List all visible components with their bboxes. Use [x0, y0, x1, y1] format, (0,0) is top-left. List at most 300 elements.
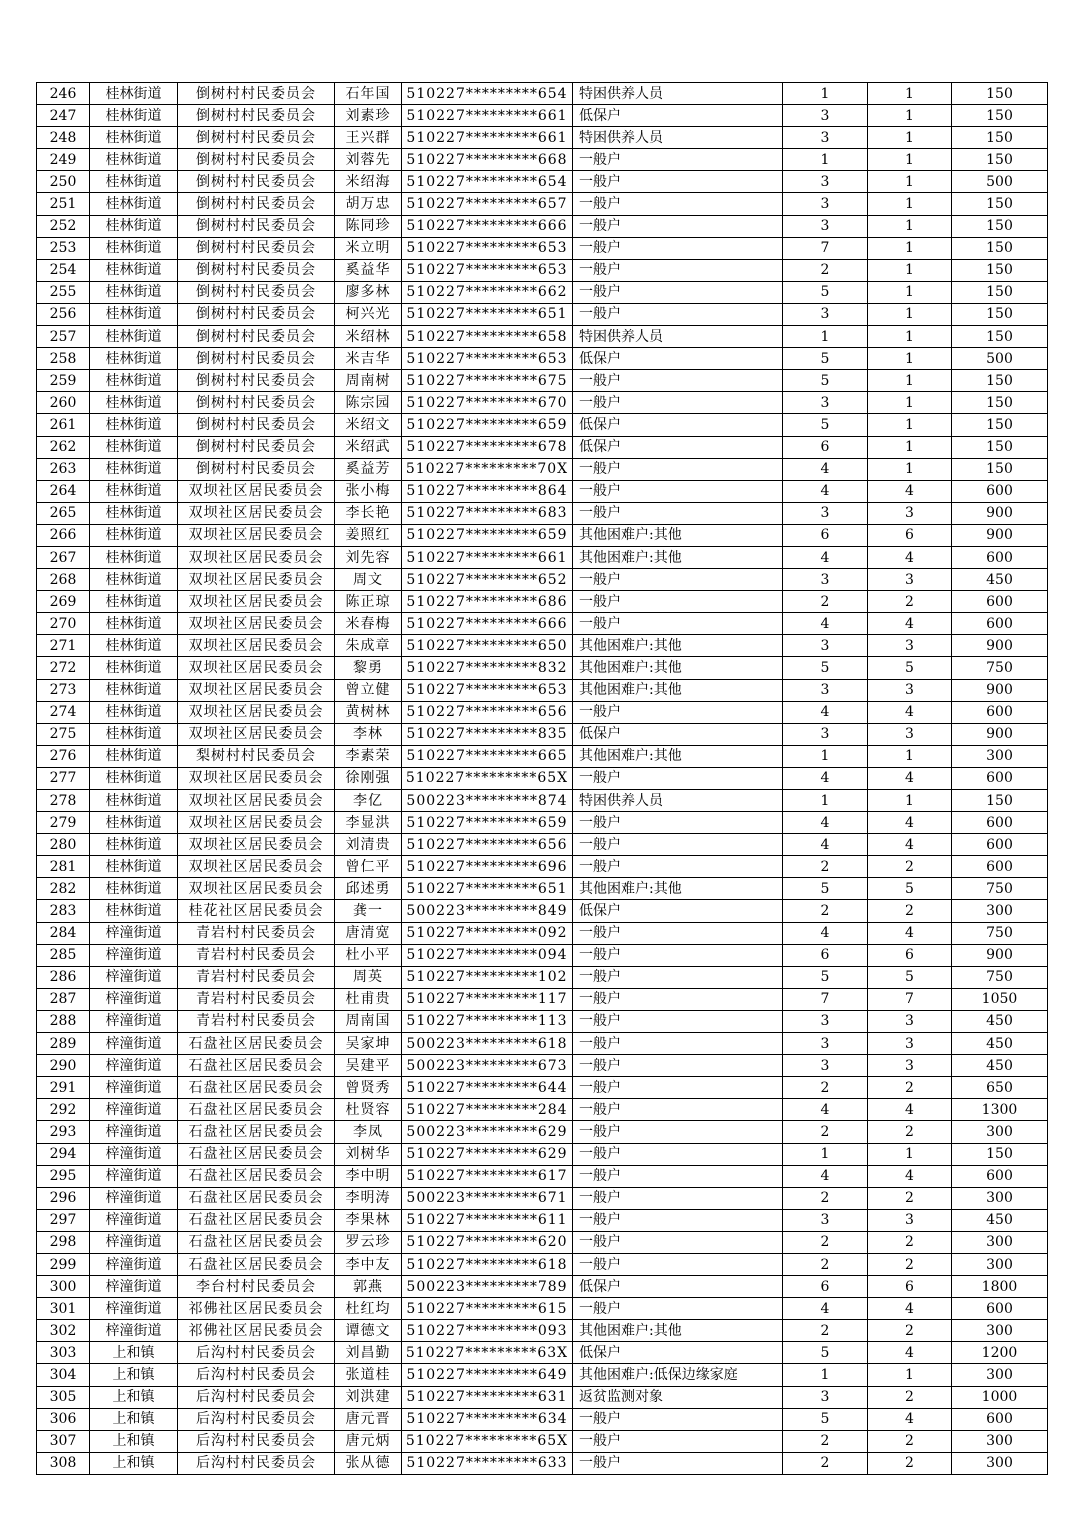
street-cell: 上和镇: [90, 1342, 178, 1364]
committee-cell: 双坝社区居民委员会: [178, 502, 335, 524]
amount-cell: 150: [952, 105, 1048, 127]
id-number-cell: 510227*********657: [402, 193, 573, 215]
name-cell: 周南国: [335, 1010, 402, 1032]
id-number-cell: 510227*********670: [402, 392, 573, 414]
covered-persons-cell: 1: [868, 303, 952, 325]
name-cell: 曾立健: [335, 679, 402, 701]
amount-cell: 1050: [952, 988, 1048, 1010]
household-type-cell: 其他困难户:其他: [573, 635, 783, 657]
id-number-cell: 510227*********65X: [402, 767, 573, 789]
family-size-cell: 5: [783, 657, 868, 679]
table-row: [37, 392, 1048, 414]
row-number-cell: 305: [37, 1386, 90, 1408]
committee-cell: 倒树村村民委员会: [178, 414, 335, 436]
row-number-cell: 246: [37, 83, 90, 105]
table-row: [37, 657, 1048, 679]
amount-cell: 300: [952, 1231, 1048, 1253]
committee-cell: 倒树村村民委员会: [178, 127, 335, 149]
committee-cell: 青岩村村民委员会: [178, 1010, 335, 1032]
family-size-cell: 2: [783, 1253, 868, 1275]
committee-cell: 石盘社区居民委员会: [178, 1099, 335, 1121]
row-number-cell: 293: [37, 1121, 90, 1143]
row-number-cell: 265: [37, 502, 90, 524]
name-cell: 吴建平: [335, 1055, 402, 1077]
household-type-cell: 一般户: [573, 812, 783, 834]
street-cell: 梓潼街道: [90, 966, 178, 988]
covered-persons-cell: 1: [868, 149, 952, 171]
row-number-cell: 286: [37, 966, 90, 988]
covered-persons-cell: 1: [868, 326, 952, 348]
name-cell: 张道桂: [335, 1364, 402, 1386]
family-size-cell: 1: [783, 790, 868, 812]
covered-persons-cell: 1: [868, 127, 952, 149]
id-number-cell: 510227*********666: [402, 613, 573, 635]
committee-cell: 石盘社区居民委员会: [178, 1143, 335, 1165]
amount-cell: 600: [952, 480, 1048, 502]
household-type-cell: 一般户: [573, 149, 783, 171]
table-row: [37, 701, 1048, 723]
street-cell: 梓潼街道: [90, 944, 178, 966]
committee-cell: 倒树村村民委员会: [178, 171, 335, 193]
covered-persons-cell: 1: [868, 215, 952, 237]
name-cell: 周南树: [335, 370, 402, 392]
table-row: [37, 767, 1048, 789]
table-row: [37, 856, 1048, 878]
covered-persons-cell: 1: [868, 259, 952, 281]
table-row: [37, 988, 1048, 1010]
family-size-cell: 3: [783, 392, 868, 414]
row-number-cell: 273: [37, 679, 90, 701]
id-number-cell: 510227*********659: [402, 414, 573, 436]
name-cell: 陈宗园: [335, 392, 402, 414]
name-cell: 朱成章: [335, 635, 402, 657]
covered-persons-cell: 4: [868, 480, 952, 502]
row-number-cell: 300: [37, 1276, 90, 1298]
committee-cell: 双坝社区居民委员会: [178, 524, 335, 546]
family-size-cell: 1: [783, 83, 868, 105]
id-number-cell: 510227*********617: [402, 1165, 573, 1187]
family-size-cell: 2: [783, 591, 868, 613]
street-cell: 桂林街道: [90, 591, 178, 613]
family-size-cell: 7: [783, 988, 868, 1010]
covered-persons-cell: 2: [868, 1121, 952, 1143]
id-number-cell: 510227*********615: [402, 1298, 573, 1320]
row-number-cell: 290: [37, 1055, 90, 1077]
name-cell: 柯兴光: [335, 303, 402, 325]
id-number-cell: 510227*********092: [402, 922, 573, 944]
name-cell: 刘先容: [335, 546, 402, 568]
amount-cell: 150: [952, 790, 1048, 812]
covered-persons-cell: 1: [868, 83, 952, 105]
household-type-cell: 一般户: [573, 502, 783, 524]
name-cell: 黎勇: [335, 657, 402, 679]
amount-cell: 600: [952, 834, 1048, 856]
street-cell: 梓潼街道: [90, 1099, 178, 1121]
id-number-cell: 510227*********659: [402, 812, 573, 834]
table-row: [37, 259, 1048, 281]
name-cell: 郭燕: [335, 1276, 402, 1298]
amount-cell: 150: [952, 149, 1048, 171]
name-cell: 胡万忠: [335, 193, 402, 215]
table-row: [37, 1276, 1048, 1298]
row-number-cell: 268: [37, 569, 90, 591]
name-cell: 周文: [335, 569, 402, 591]
family-size-cell: 3: [783, 679, 868, 701]
row-number-cell: 291: [37, 1077, 90, 1099]
id-number-cell: 510227*********864: [402, 480, 573, 502]
covered-persons-cell: 4: [868, 1099, 952, 1121]
covered-persons-cell: 2: [868, 1386, 952, 1408]
id-number-cell: 510227*********668: [402, 149, 573, 171]
amount-cell: 500: [952, 348, 1048, 370]
household-type-cell: 一般户: [573, 1121, 783, 1143]
amount-cell: 150: [952, 326, 1048, 348]
household-type-cell: 一般户: [573, 370, 783, 392]
street-cell: 梓潼街道: [90, 1055, 178, 1077]
row-number-cell: 279: [37, 812, 90, 834]
id-number-cell: 510227*********656: [402, 701, 573, 723]
committee-cell: 石盘社区居民委员会: [178, 1253, 335, 1275]
covered-persons-cell: 2: [868, 591, 952, 613]
id-number-cell: 510227*********618: [402, 1253, 573, 1275]
amount-cell: 750: [952, 657, 1048, 679]
covered-persons-cell: 2: [868, 1077, 952, 1099]
street-cell: 上和镇: [90, 1452, 178, 1474]
name-cell: 姜照红: [335, 524, 402, 546]
committee-cell: 双坝社区居民委员会: [178, 790, 335, 812]
committee-cell: 双坝社区居民委员会: [178, 812, 335, 834]
name-cell: 周英: [335, 966, 402, 988]
row-number-cell: 262: [37, 436, 90, 458]
amount-cell: 600: [952, 591, 1048, 613]
row-number-cell: 282: [37, 878, 90, 900]
amount-cell: 600: [952, 701, 1048, 723]
street-cell: 梓潼街道: [90, 1231, 178, 1253]
name-cell: 邱述勇: [335, 878, 402, 900]
table-row: [37, 1298, 1048, 1320]
covered-persons-cell: 4: [868, 812, 952, 834]
street-cell: 桂林街道: [90, 414, 178, 436]
street-cell: 桂林街道: [90, 480, 178, 502]
household-type-cell: 一般户: [573, 1452, 783, 1474]
family-size-cell: 2: [783, 1231, 868, 1253]
family-size-cell: 2: [783, 1121, 868, 1143]
row-number-cell: 258: [37, 348, 90, 370]
committee-cell: 石盘社区居民委员会: [178, 1121, 335, 1143]
row-number-cell: 298: [37, 1231, 90, 1253]
committee-cell: 双坝社区居民委员会: [178, 635, 335, 657]
family-size-cell: 4: [783, 1165, 868, 1187]
covered-persons-cell: 1: [868, 348, 952, 370]
id-number-cell: 510227*********63X: [402, 1342, 573, 1364]
covered-persons-cell: 2: [868, 1231, 952, 1253]
amount-cell: 300: [952, 1121, 1048, 1143]
family-size-cell: 5: [783, 966, 868, 988]
covered-persons-cell: 1: [868, 1364, 952, 1386]
name-cell: 米绍武: [335, 436, 402, 458]
household-type-cell: 一般户: [573, 856, 783, 878]
table-row: [37, 1055, 1048, 1077]
street-cell: 桂林街道: [90, 701, 178, 723]
committee-cell: 倒树村村民委员会: [178, 105, 335, 127]
committee-cell: 双坝社区居民委员会: [178, 569, 335, 591]
family-size-cell: 4: [783, 812, 868, 834]
name-cell: 米绍林: [335, 326, 402, 348]
household-type-cell: 一般户: [573, 392, 783, 414]
committee-cell: 双坝社区居民委员会: [178, 679, 335, 701]
name-cell: 刘蓉先: [335, 149, 402, 171]
name-cell: 李素荣: [335, 745, 402, 767]
family-size-cell: 5: [783, 878, 868, 900]
family-size-cell: 3: [783, 171, 868, 193]
household-type-cell: 其他困难户:其他: [573, 878, 783, 900]
name-cell: 刘昌勤: [335, 1342, 402, 1364]
street-cell: 桂林街道: [90, 458, 178, 480]
row-number-cell: 263: [37, 458, 90, 480]
table-row: [37, 480, 1048, 502]
household-type-cell: 一般户: [573, 1408, 783, 1430]
amount-cell: 600: [952, 1165, 1048, 1187]
street-cell: 桂林街道: [90, 370, 178, 392]
committee-cell: 双坝社区居民委员会: [178, 591, 335, 613]
committee-cell: 祁佛社区居民委员会: [178, 1320, 335, 1342]
family-size-cell: 1: [783, 149, 868, 171]
amount-cell: 600: [952, 1408, 1048, 1430]
table-row: [37, 944, 1048, 966]
family-size-cell: 3: [783, 303, 868, 325]
table-row: [37, 149, 1048, 171]
family-size-cell: 2: [783, 259, 868, 281]
name-cell: 陈正琼: [335, 591, 402, 613]
household-type-cell: 低保户: [573, 1342, 783, 1364]
household-type-cell: 一般户: [573, 1077, 783, 1099]
committee-cell: 倒树村村民委员会: [178, 259, 335, 281]
amount-cell: 450: [952, 569, 1048, 591]
household-type-cell: 一般户: [573, 1055, 783, 1077]
id-number-cell: 510227*********696: [402, 856, 573, 878]
amount-cell: 750: [952, 966, 1048, 988]
covered-persons-cell: 5: [868, 657, 952, 679]
id-number-cell: 510227*********675: [402, 370, 573, 392]
family-size-cell: 1: [783, 326, 868, 348]
amount-cell: 900: [952, 723, 1048, 745]
household-type-cell: 一般户: [573, 458, 783, 480]
table-row: [37, 900, 1048, 922]
street-cell: 梓潼街道: [90, 1077, 178, 1099]
covered-persons-cell: 3: [868, 723, 952, 745]
id-number-cell: 500223*********673: [402, 1055, 573, 1077]
committee-cell: 双坝社区居民委员会: [178, 613, 335, 635]
name-cell: 刘素珍: [335, 105, 402, 127]
table-row: [37, 1099, 1048, 1121]
family-size-cell: 3: [783, 127, 868, 149]
row-number-cell: 275: [37, 723, 90, 745]
family-size-cell: 4: [783, 546, 868, 568]
row-number-cell: 271: [37, 635, 90, 657]
family-size-cell: 7: [783, 237, 868, 259]
amount-cell: 150: [952, 392, 1048, 414]
household-type-cell: 低保户: [573, 723, 783, 745]
id-number-cell: 510227*********102: [402, 966, 573, 988]
table-row: [37, 1231, 1048, 1253]
table-row: [37, 414, 1048, 436]
row-number-cell: 304: [37, 1364, 90, 1386]
name-cell: 陈同珍: [335, 215, 402, 237]
family-size-cell: 4: [783, 767, 868, 789]
table-row: [37, 1209, 1048, 1231]
street-cell: 桂林街道: [90, 657, 178, 679]
id-number-cell: 510227*********653: [402, 348, 573, 370]
street-cell: 桂林街道: [90, 149, 178, 171]
household-type-cell: 一般户: [573, 767, 783, 789]
name-cell: 米春梅: [335, 613, 402, 635]
id-number-cell: 510227*********65X: [402, 1430, 573, 1452]
covered-persons-cell: 1: [868, 237, 952, 259]
household-type-cell: 其他困难户:其他: [573, 745, 783, 767]
table-row: [37, 1430, 1048, 1452]
name-cell: 李亿: [335, 790, 402, 812]
table-row: [37, 171, 1048, 193]
id-number-cell: 510227*********678: [402, 436, 573, 458]
family-size-cell: 3: [783, 569, 868, 591]
household-type-cell: 低保户: [573, 1276, 783, 1298]
table-row: [37, 370, 1048, 392]
street-cell: 桂林街道: [90, 281, 178, 303]
amount-cell: 600: [952, 856, 1048, 878]
amount-cell: 900: [952, 502, 1048, 524]
street-cell: 梓潼街道: [90, 1320, 178, 1342]
covered-persons-cell: 1: [868, 281, 952, 303]
id-number-cell: 510227*********284: [402, 1099, 573, 1121]
table-row: [37, 1077, 1048, 1099]
table-row: [37, 215, 1048, 237]
row-number-cell: 288: [37, 1010, 90, 1032]
committee-cell: 双坝社区居民委员会: [178, 480, 335, 502]
household-type-cell: 低保户: [573, 105, 783, 127]
street-cell: 梓潼街道: [90, 1033, 178, 1055]
street-cell: 梓潼街道: [90, 1298, 178, 1320]
name-cell: 唐元晋: [335, 1408, 402, 1430]
id-number-cell: 500223*********874: [402, 790, 573, 812]
covered-persons-cell: 4: [868, 834, 952, 856]
id-number-cell: 510227*********653: [402, 259, 573, 281]
committee-cell: 双坝社区居民委员会: [178, 856, 335, 878]
covered-persons-cell: 3: [868, 679, 952, 701]
name-cell: 李中友: [335, 1253, 402, 1275]
committee-cell: 双坝社区居民委员会: [178, 701, 335, 723]
id-number-cell: 510227*********093: [402, 1320, 573, 1342]
row-number-cell: 257: [37, 326, 90, 348]
row-number-cell: 264: [37, 480, 90, 502]
committee-cell: 后沟村村民委员会: [178, 1452, 335, 1474]
covered-persons-cell: 2: [868, 900, 952, 922]
committee-cell: 石盘社区居民委员会: [178, 1055, 335, 1077]
row-number-cell: 285: [37, 944, 90, 966]
covered-persons-cell: 3: [868, 1055, 952, 1077]
table-row: [37, 679, 1048, 701]
household-type-cell: 一般户: [573, 1209, 783, 1231]
name-cell: 龚一: [335, 900, 402, 922]
name-cell: 谭德文: [335, 1320, 402, 1342]
household-type-cell: 一般户: [573, 701, 783, 723]
street-cell: 桂林街道: [90, 834, 178, 856]
amount-cell: 150: [952, 1143, 1048, 1165]
name-cell: 唐清宽: [335, 922, 402, 944]
committee-cell: 倒树村村民委员会: [178, 348, 335, 370]
household-type-cell: 一般户: [573, 1187, 783, 1209]
table-row: [37, 1364, 1048, 1386]
street-cell: 桂林街道: [90, 127, 178, 149]
row-number-cell: 249: [37, 149, 90, 171]
family-size-cell: 5: [783, 370, 868, 392]
id-number-cell: 510227*********644: [402, 1077, 573, 1099]
committee-cell: 青岩村村民委员会: [178, 988, 335, 1010]
covered-persons-cell: 5: [868, 878, 952, 900]
name-cell: 刘洪建: [335, 1386, 402, 1408]
row-number-cell: 269: [37, 591, 90, 613]
covered-persons-cell: 1: [868, 392, 952, 414]
street-cell: 桂林街道: [90, 105, 178, 127]
amount-cell: 900: [952, 524, 1048, 546]
name-cell: 杜甫贵: [335, 988, 402, 1010]
table-row: [37, 1165, 1048, 1187]
committee-cell: 青岩村村民委员会: [178, 922, 335, 944]
covered-persons-cell: 2: [868, 1430, 952, 1452]
street-cell: 梓潼街道: [90, 1143, 178, 1165]
table-row: [37, 922, 1048, 944]
family-size-cell: 4: [783, 458, 868, 480]
committee-cell: 桂花社区居民委员会: [178, 900, 335, 922]
amount-cell: 750: [952, 922, 1048, 944]
committee-cell: 后沟村村民委员会: [178, 1364, 335, 1386]
family-size-cell: 2: [783, 1320, 868, 1342]
row-number-cell: 301: [37, 1298, 90, 1320]
street-cell: 桂林街道: [90, 679, 178, 701]
row-number-cell: 270: [37, 613, 90, 635]
table-row: [37, 812, 1048, 834]
amount-cell: 300: [952, 1452, 1048, 1474]
name-cell: 米立明: [335, 237, 402, 259]
row-number-cell: 256: [37, 303, 90, 325]
family-size-cell: 1: [783, 1364, 868, 1386]
household-type-cell: 一般户: [573, 922, 783, 944]
name-cell: 杜小平: [335, 944, 402, 966]
household-type-cell: 一般户: [573, 1010, 783, 1032]
street-cell: 上和镇: [90, 1386, 178, 1408]
family-size-cell: 4: [783, 922, 868, 944]
row-number-cell: 287: [37, 988, 90, 1010]
name-cell: 张从德: [335, 1452, 402, 1474]
street-cell: 桂林街道: [90, 723, 178, 745]
id-number-cell: 510227*********653: [402, 679, 573, 701]
household-type-cell: 一般户: [573, 834, 783, 856]
household-type-cell: 特困供养人员: [573, 127, 783, 149]
row-number-cell: 274: [37, 701, 90, 723]
covered-persons-cell: 1: [868, 790, 952, 812]
committee-cell: 后沟村村民委员会: [178, 1386, 335, 1408]
row-number-cell: 303: [37, 1342, 90, 1364]
household-type-cell: 其他困难户:其他: [573, 657, 783, 679]
id-number-cell: 510227*********650: [402, 635, 573, 657]
street-cell: 桂林街道: [90, 878, 178, 900]
row-number-cell: 276: [37, 745, 90, 767]
amount-cell: 300: [952, 1253, 1048, 1275]
street-cell: 上和镇: [90, 1408, 178, 1430]
row-number-cell: 250: [37, 171, 90, 193]
family-size-cell: 3: [783, 215, 868, 237]
table-row: [37, 1320, 1048, 1342]
committee-cell: 后沟村村民委员会: [178, 1342, 335, 1364]
